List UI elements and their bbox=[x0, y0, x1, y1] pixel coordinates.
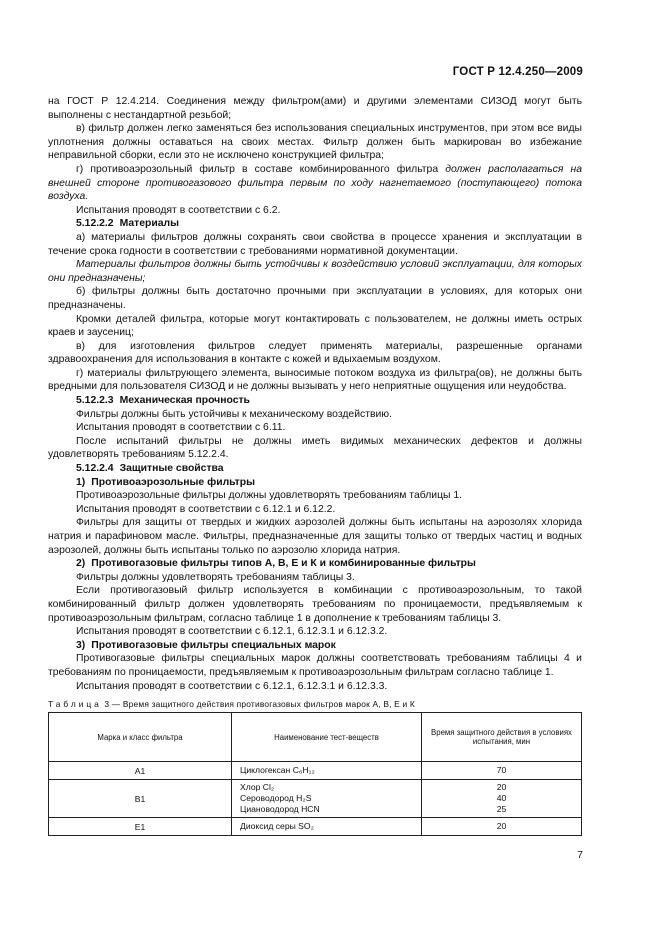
subsection-heading bbox=[48, 639, 582, 653]
paragraph: в) фильтр должен легко заменяться без использования специальных инструментов, при этом все виды уплотнения должны оставаться на своих местах. Фильтр должен быть маркирован во избежание неправильной сборки, если это не исключено конструкцией фильтра; bbox=[48, 123, 582, 162]
substance: Циановодород HCN bbox=[240, 804, 320, 814]
substance: Циклогексан C₆H₁₂ bbox=[240, 765, 315, 775]
paragraph: Испытания проводят в соответствии с 6.2. bbox=[76, 204, 281, 216]
paragraph: Испытания проводят в соответствии с 6.12.1, 6.12.3.1 и 6.12.3.2. bbox=[76, 626, 388, 638]
page-number: 7 bbox=[577, 849, 583, 861]
paragraph: на ГОСТ Р 12.4.214. Соединения между фильтром(ами) и другими элементами СИЗОД могут быть выполнены с нестандартной резьбой; bbox=[48, 96, 582, 121]
section-title: Материалы bbox=[119, 218, 179, 230]
section-heading bbox=[48, 217, 582, 231]
paragraph: б) фильтры должны быть достаточно прочными при эксплуатации в условиях, для которых они предназначены. bbox=[48, 286, 582, 311]
table-header-row bbox=[49, 713, 582, 762]
document-code: ГОСТ Р 12.4.250—2009 bbox=[452, 66, 583, 78]
cell-substances bbox=[232, 762, 422, 780]
cell-mark: B1 bbox=[49, 780, 232, 818]
paragraph: Фильтры для защиты от твердых и жидких аэрозолей должны быть испытаны на аэрозолях хлорида натрия и парафиновом масле. Фильтры, предназначенные для защиты только от твердых частиц и водных аэрозолей, должны быть испытаны только по аэрозолю хлорида натрия. bbox=[48, 517, 582, 556]
section-heading bbox=[48, 462, 582, 476]
subsection-number: 2) bbox=[76, 558, 86, 570]
table-row bbox=[49, 818, 582, 836]
table-row bbox=[49, 780, 582, 818]
time-value: 20 bbox=[496, 821, 507, 831]
paragraph: Если противогазовый фильтр используется в комбинации с противоаэрозольным, то такой комбинированный фильтр должен удовлетворять требованиям по проницаемости, предъявляемым к противоаэрозольным фильтрам, согласно таблице 1 в дополнение к требованиям таблицы 3. bbox=[48, 585, 582, 624]
cell-time bbox=[422, 780, 582, 818]
table-caption-text: 3 — Время защитного действия противогазовых фильтров марок А, В, Е и К bbox=[101, 699, 415, 709]
table-caption bbox=[48, 699, 415, 709]
subsection-number: 1) bbox=[76, 476, 86, 488]
paragraph: г) материалы фильтрующего элемента, выносимые потоком воздуха из фильтра(ов), не должны быть вредными для пользователя СИЗОД и не должны вызывать у него неприятные ощущения или неудобства. bbox=[48, 367, 582, 393]
filter-protection-table bbox=[48, 712, 582, 836]
paragraph: После испытаний фильтры не должны иметь видимых механических дефектов и должны удовлетворять требованиям 5.12.2.4. bbox=[48, 435, 582, 461]
paragraph-italic-text: должен располагаться на внешней стороне противогазового фильтра первым по ходу нагнетаемого (поступающего) потока воздуха. bbox=[48, 163, 582, 203]
cell-time bbox=[422, 762, 582, 780]
paragraph: Испытания проводят в соответствии с 6.11. bbox=[76, 422, 286, 434]
substance: Сероводород H₂S bbox=[240, 793, 312, 803]
paragraph: Фильтры должны удовлетворять требованиям таблицы 3. bbox=[76, 571, 355, 583]
table-caption-word: Таблица bbox=[48, 699, 102, 709]
column-header-time: Время защитного действия в условиях испытания, мин bbox=[422, 713, 582, 762]
substance: Диоксид серы SO₂ bbox=[240, 821, 314, 831]
paragraph: Противоаэрозольные фильтры должны удовлетворять требованиям таблицы 1. bbox=[76, 490, 463, 502]
substance: Хлор Cl₂ bbox=[240, 782, 275, 792]
paragraph bbox=[48, 163, 582, 204]
cell-time bbox=[422, 818, 582, 836]
paragraph: Испытания проводят в соответствии с 6.12.1, 6.12.3.1 и 6.12.3.3. bbox=[76, 680, 388, 692]
subsection-title: Противоаэрозольные фильтры bbox=[91, 476, 255, 488]
table-row bbox=[49, 762, 582, 780]
document-body bbox=[48, 95, 582, 693]
section-heading bbox=[48, 394, 582, 408]
paragraph: Фильтры должны быть устойчивы к механическому воздействию. bbox=[76, 408, 392, 420]
cell-substances bbox=[232, 780, 422, 818]
column-header-mark: Марка и класс фильтра bbox=[49, 713, 232, 762]
paragraph: Испытания проводят в соответствии с 6.12.1 и 6.12.2. bbox=[76, 503, 336, 515]
cell-mark: A1 bbox=[49, 762, 232, 780]
subsection-heading bbox=[48, 476, 582, 490]
section-number: 5.12.2.2 bbox=[76, 218, 114, 230]
subsection-title: Противогазовые фильтры типов А, В, Е и К и комбинированные фильтры bbox=[91, 558, 476, 570]
paragraph: Материалы фильтров должны быть устойчивы к воздействию условий эксплуатации, для которых они предназначены; bbox=[48, 259, 582, 284]
section-title: Защитные свойства bbox=[119, 463, 224, 475]
section-number: 5.12.2.3 bbox=[76, 395, 114, 407]
paragraph-text: г) противоаэрозольный фильтр в составе комбинированного фильтра bbox=[76, 163, 446, 175]
time-value: 20 bbox=[496, 782, 507, 792]
subsection-heading bbox=[48, 557, 582, 571]
subsection-title: Противогазовые фильтры специальных марок bbox=[91, 639, 336, 651]
paragraph: а) материалы фильтров должны сохранять свои свойства в процессе хранения и эксплуатации в течение срока годности в соответствии с требованиями нормативной документации. bbox=[48, 231, 582, 257]
cell-substances bbox=[232, 818, 422, 836]
subsection-number: 3) bbox=[76, 639, 86, 651]
time-value: 40 bbox=[496, 793, 507, 803]
paragraph: в) для изготовления фильтров следует применять материалы, разрешенные органами здравоохранения для использования в контакте с кожей и вдыхаемым воздухом. bbox=[48, 340, 582, 366]
time-value: 70 bbox=[496, 765, 507, 775]
section-title: Механическая прочность bbox=[119, 395, 250, 407]
paragraph: Кромки деталей фильтра, которые могут контактировать с пользователем, не должны иметь острых краев и заусениц; bbox=[48, 313, 582, 339]
column-header-substances: Наименование тест-веществ bbox=[232, 713, 422, 762]
paragraph: Противогазовые фильтры специальных марок должны соответствовать требованиям таблицы 4 и требованиям по проницаемости, предъявляемым к противоаэрозольным фильтрам согласно таблице 1. bbox=[48, 653, 582, 678]
time-value: 25 bbox=[496, 804, 507, 814]
cell-mark: E1 bbox=[49, 818, 232, 836]
section-number: 5.12.2.4 bbox=[76, 463, 114, 475]
